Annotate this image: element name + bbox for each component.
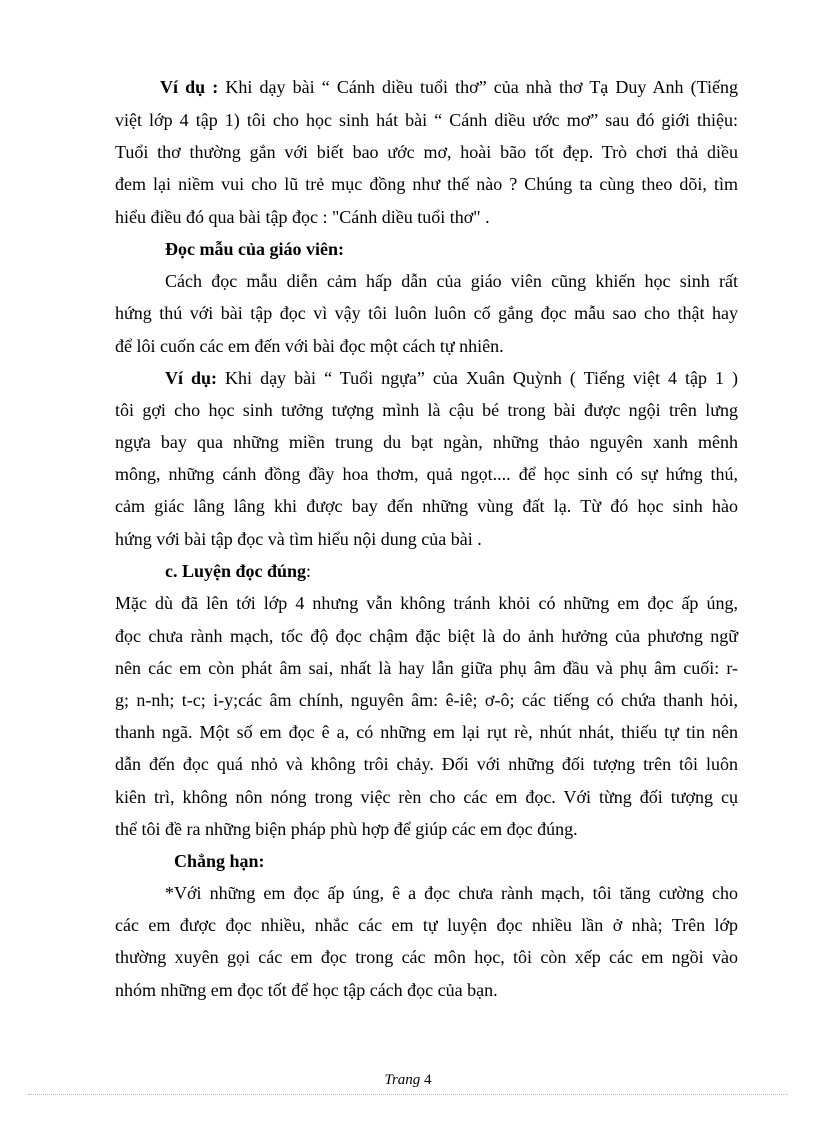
paragraph-line: các em được đọc nhiều, nhắc các em tự luyện đọc nhiều lần ở nhà; Trên lớp [115, 915, 738, 935]
page-label: Trang [384, 1072, 421, 1088]
paragraph-line: tôi gợi cho học sinh tưởng tượng mình là cậu bé trong bài được ngội trên lưng [115, 400, 738, 420]
paragraph-line: dẫn đến đọc quá nhỏ và không trôi chảy. Đối với những đối tượng trên tôi luôn [115, 754, 738, 774]
paragraph-line: để lôi cuốn các em đến với bài đọc một cách tự nhiên. [115, 336, 504, 356]
paragraph-line [160, 76, 738, 98]
paragraph-line: kiên trì, không nôn nóng trong việc rèn cho các em đọc. Với từng đối tượng cụ [115, 787, 738, 807]
paragraph-line: *Với những em đọc ấp úng, ê a đọc chưa rành mạch, tôi tăng cường cho [165, 883, 738, 903]
example-lead: Ví dụ : [160, 77, 219, 97]
page-footer [0, 1070, 816, 1090]
paragraph-line: thường xuyên gọi các em đọc trong các môn học, tôi còn xếp các em ngồi vào [115, 947, 738, 967]
paragraph-line: Cách đọc mẫu diễn cảm hấp dẫn của giáo viên cũng khiến học sinh rất [165, 271, 738, 291]
section-heading [165, 560, 788, 582]
section-heading: Chẳng hạn: [174, 851, 265, 871]
example-lead: Ví dụ: [165, 368, 218, 388]
heading-colon: : [306, 561, 312, 581]
page-number: 4 [424, 1072, 432, 1088]
paragraph-line [165, 367, 738, 389]
section-heading-text: c. Luyện đọc đúng [165, 561, 307, 581]
paragraph-line: hiểu điều đó qua bài tập đọc : "Cánh diều tuổi thơ" . [115, 207, 490, 227]
paragraph-text: Khi dạy bài “ Tuổi ngựa” của Xuân Quỳnh ( Tiếng việt 4 tập 1 ) [217, 368, 738, 388]
paragraph-line: g; n-nh; t-c; i-y;các âm chính, nguyên âm: ê-iê; ơ-ô; các tiếng có chứa thanh hỏi, [115, 690, 738, 710]
paragraph-text: Khi dạy bài “ Cánh diều tuổi thơ” của nhà thơ Tạ Duy Anh (Tiếng [218, 77, 739, 97]
paragraph-line: Mặc dù đã lên tới lớp 4 nhưng vẫn không tránh khỏi có những em đọc ấp úng, [115, 593, 738, 613]
paragraph-line: ngựa bay qua những miền trung du bạt ngàn, những thảo nguyên xanh mênh [115, 432, 738, 452]
paragraph-line: thể tôi đề ra những biện pháp phù hợp để giúp các em đọc đúng. [115, 819, 578, 839]
paragraph-line: việt lớp 4 tập 1) tôi cho học sinh hát bài “ Cánh diều ước mơ” sau đó giới thiệu: [115, 110, 738, 130]
paragraph-line: đọc chưa rành mạch, tốc độ đọc chậm đặc biệt là do ảnh hưởng của phương ngữ [115, 626, 738, 646]
paragraph-line: hứng với bài tập đọc và tìm hiểu nội dung của bài . [115, 529, 482, 549]
footer-divider [28, 1094, 788, 1095]
paragraph-line: mông, những cánh đồng đầy hoa thơm, quả ngọt.... để học sinh có sự hứng thú, [115, 464, 738, 484]
paragraph-line: nhóm những em đọc tốt để học tập cách đọc của bạn. [115, 980, 498, 1000]
paragraph-line: Tuổi thơ thường gắn với biết bao ước mơ, hoài bão tốt đẹp. Trò chơi thả diều [115, 142, 738, 162]
paragraph-line: cảm giác lâng lâng khi được bay đến những vùng đất lạ. Từ đó học sinh hào [115, 496, 738, 516]
paragraph-line: nên các em còn phát âm sai, nhất là hay lẫn giữa phụ âm đầu và phụ âm cuối: r- [115, 658, 738, 678]
paragraph-line: thanh ngã. Một số em đọc ê a, có những em lại rụt rè, nhút nhát, thiếu tự tin nên [115, 722, 738, 742]
paragraph-line: hứng thú với bài tập đọc vì vậy tôi luôn luôn cố gắng đọc mẫu sao cho thật hay [115, 303, 738, 323]
section-heading: Đọc mẫu của giáo viên: [165, 239, 344, 259]
paragraph-line: đem lại niềm vui cho lũ trẻ mục đồng như thế nào ? Chúng ta cùng theo dõi, tìm [115, 174, 738, 194]
